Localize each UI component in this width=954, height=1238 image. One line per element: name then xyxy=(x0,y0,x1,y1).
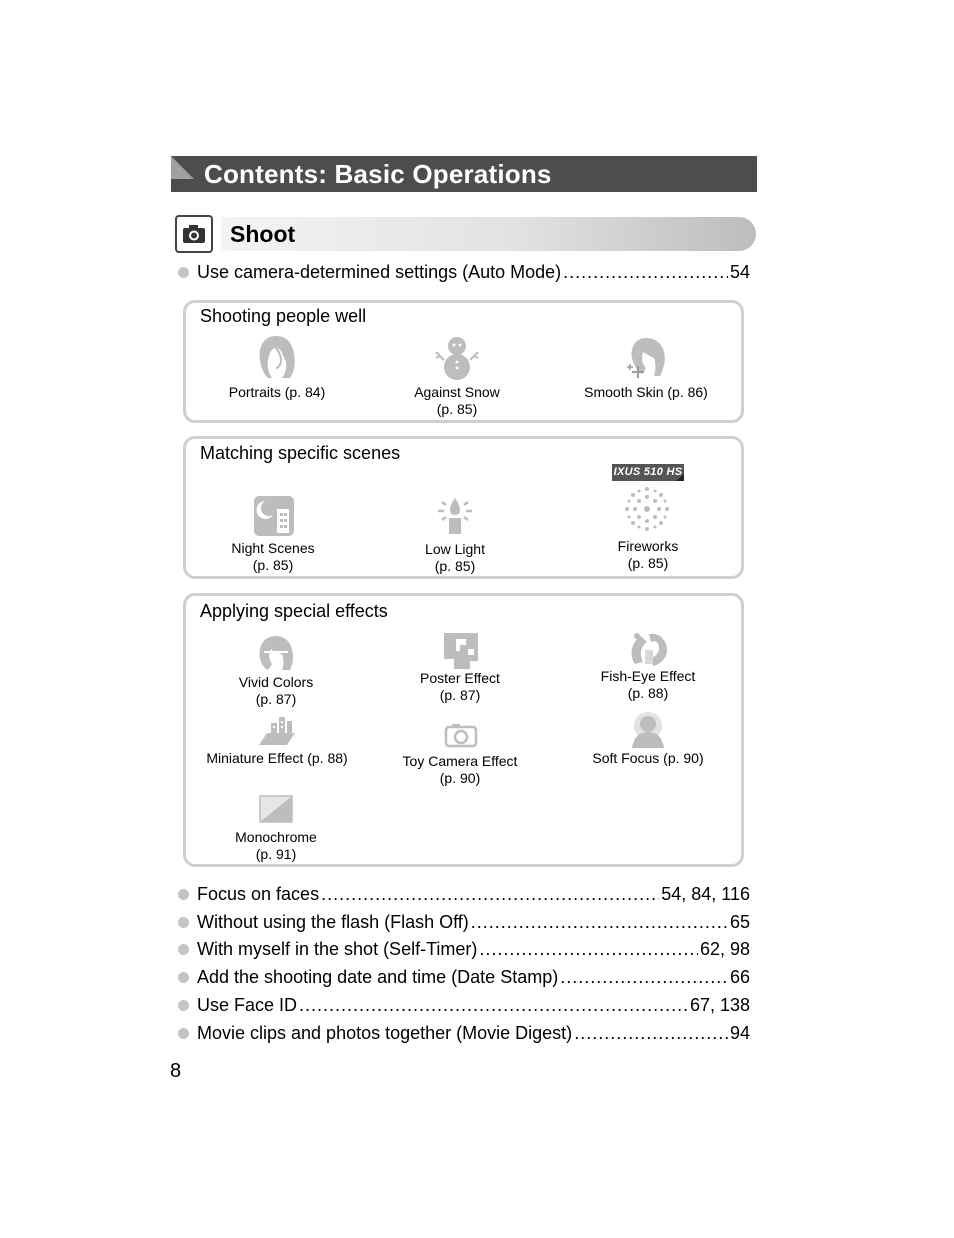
list-item[interactable] xyxy=(558,538,738,572)
list-item[interactable] xyxy=(183,540,363,574)
fireworks-icon xyxy=(623,485,671,533)
list-item[interactable] xyxy=(558,668,738,702)
toc-label: Add the shooting date and time (Date Stamp) xyxy=(197,966,559,987)
leader-dots xyxy=(563,262,728,283)
item-label: Portraits (p. 84) xyxy=(228,384,326,400)
page-number: 8 xyxy=(170,1060,182,1082)
toc-label: Focus on faces xyxy=(197,883,320,904)
snowman-icon xyxy=(434,334,480,382)
toc-label: Use camera-determined settings (Auto Mode) xyxy=(197,261,562,282)
toc-page: 62, 98 xyxy=(699,938,750,959)
list-item[interactable] xyxy=(187,750,367,767)
portrait-icon xyxy=(254,334,298,380)
toc-entry[interactable] xyxy=(178,1021,750,1045)
item-page: (p. 87) xyxy=(439,687,481,703)
toc-label: Without using the flash (Flash Off) xyxy=(197,911,469,932)
item-label: Monochrome xyxy=(235,829,317,845)
page-title: Contents: Basic Operations xyxy=(204,159,552,189)
section-title: Shoot xyxy=(230,221,296,247)
bullet-icon xyxy=(178,917,189,928)
toc-page: 67, 138 xyxy=(689,994,750,1015)
section-header-bar xyxy=(221,217,756,251)
item-page: (p. 91) xyxy=(255,846,297,862)
item-page: (p. 85) xyxy=(627,555,669,571)
low-light-icon xyxy=(434,494,476,536)
night-scenes-icon xyxy=(253,495,295,537)
item-label: Vivid Colors xyxy=(238,674,314,690)
item-page: (p. 87) xyxy=(255,691,297,707)
list-item[interactable] xyxy=(556,384,736,401)
toc-entry[interactable] xyxy=(178,910,750,934)
item-label: Miniature Effect (p. 88) xyxy=(206,750,348,766)
bullet-icon xyxy=(178,267,189,278)
leader-dots xyxy=(321,884,659,905)
bullet-icon xyxy=(178,889,189,900)
model-badge: IXUS 510 HS xyxy=(612,464,684,481)
item-label: Fish-Eye Effect xyxy=(600,668,696,684)
toc-entry[interactable] xyxy=(178,993,750,1017)
group-title: Applying special effects xyxy=(200,601,388,621)
bullet-icon xyxy=(178,1000,189,1011)
poster-effect-icon xyxy=(442,631,480,671)
toc-entry[interactable] xyxy=(178,882,750,906)
miniature-icon xyxy=(257,713,297,747)
group-title: Shooting people well xyxy=(200,306,367,326)
toc-entry-auto-mode[interactable] xyxy=(178,260,750,284)
item-label: Against Snow xyxy=(414,384,500,400)
toc-entry[interactable] xyxy=(178,937,750,961)
item-page: (p. 90) xyxy=(439,770,481,786)
fish-eye-icon xyxy=(627,630,669,668)
badge-corner xyxy=(676,474,684,481)
list-item[interactable] xyxy=(370,753,550,787)
soft-focus-icon xyxy=(628,710,668,748)
item-label: Night Scenes xyxy=(231,540,315,556)
toy-camera-icon xyxy=(444,722,478,748)
leader-dots xyxy=(560,967,728,988)
leader-dots xyxy=(479,939,698,960)
item-label: Poster Effect xyxy=(420,670,500,686)
item-page: (p. 88) xyxy=(627,685,669,701)
leader-dots xyxy=(471,912,728,933)
item-page: (p. 85) xyxy=(252,557,294,573)
item-label: Soft Focus (p. 90) xyxy=(592,750,704,766)
toc-page: 94 xyxy=(729,1022,750,1043)
monochrome-icon xyxy=(259,795,293,823)
toc-label: With myself in the shot (Self-Timer) xyxy=(197,938,478,959)
vivid-colors-icon xyxy=(256,634,296,672)
bullet-icon xyxy=(178,1028,189,1039)
list-item[interactable] xyxy=(186,674,366,708)
leader-dots xyxy=(299,995,688,1016)
bullet-icon xyxy=(178,944,189,955)
list-item[interactable] xyxy=(365,541,545,575)
leader-dots xyxy=(574,1023,728,1044)
item-label: Low Light xyxy=(425,541,485,557)
toc-page: 65 xyxy=(729,911,750,932)
item-label: Toy Camera Effect xyxy=(402,753,518,769)
item-label: Smooth Skin (p. 86) xyxy=(584,384,708,400)
list-item[interactable] xyxy=(187,384,367,401)
item-page: (p. 85) xyxy=(434,558,476,574)
list-item[interactable] xyxy=(558,750,738,767)
toc-page: 66 xyxy=(729,966,750,987)
item-label: Fireworks xyxy=(617,538,679,554)
group-title: Matching specific scenes xyxy=(200,443,401,463)
item-page: (p. 85) xyxy=(436,401,478,417)
list-item[interactable] xyxy=(370,670,550,704)
camera-icon xyxy=(175,215,213,253)
toc-entry[interactable] xyxy=(178,965,750,989)
toc-label: Use Face ID xyxy=(197,994,298,1015)
smooth-skin-icon xyxy=(626,336,668,380)
title-corner-decoration xyxy=(171,156,194,179)
list-item[interactable] xyxy=(186,829,366,863)
toc-label: Movie clips and photos together (Movie Digest) xyxy=(197,1022,573,1043)
toc-page: 54, 84, 116 xyxy=(661,883,750,904)
toc-page: 54 xyxy=(729,261,750,282)
list-item[interactable] xyxy=(367,384,547,418)
bullet-icon xyxy=(178,972,189,983)
